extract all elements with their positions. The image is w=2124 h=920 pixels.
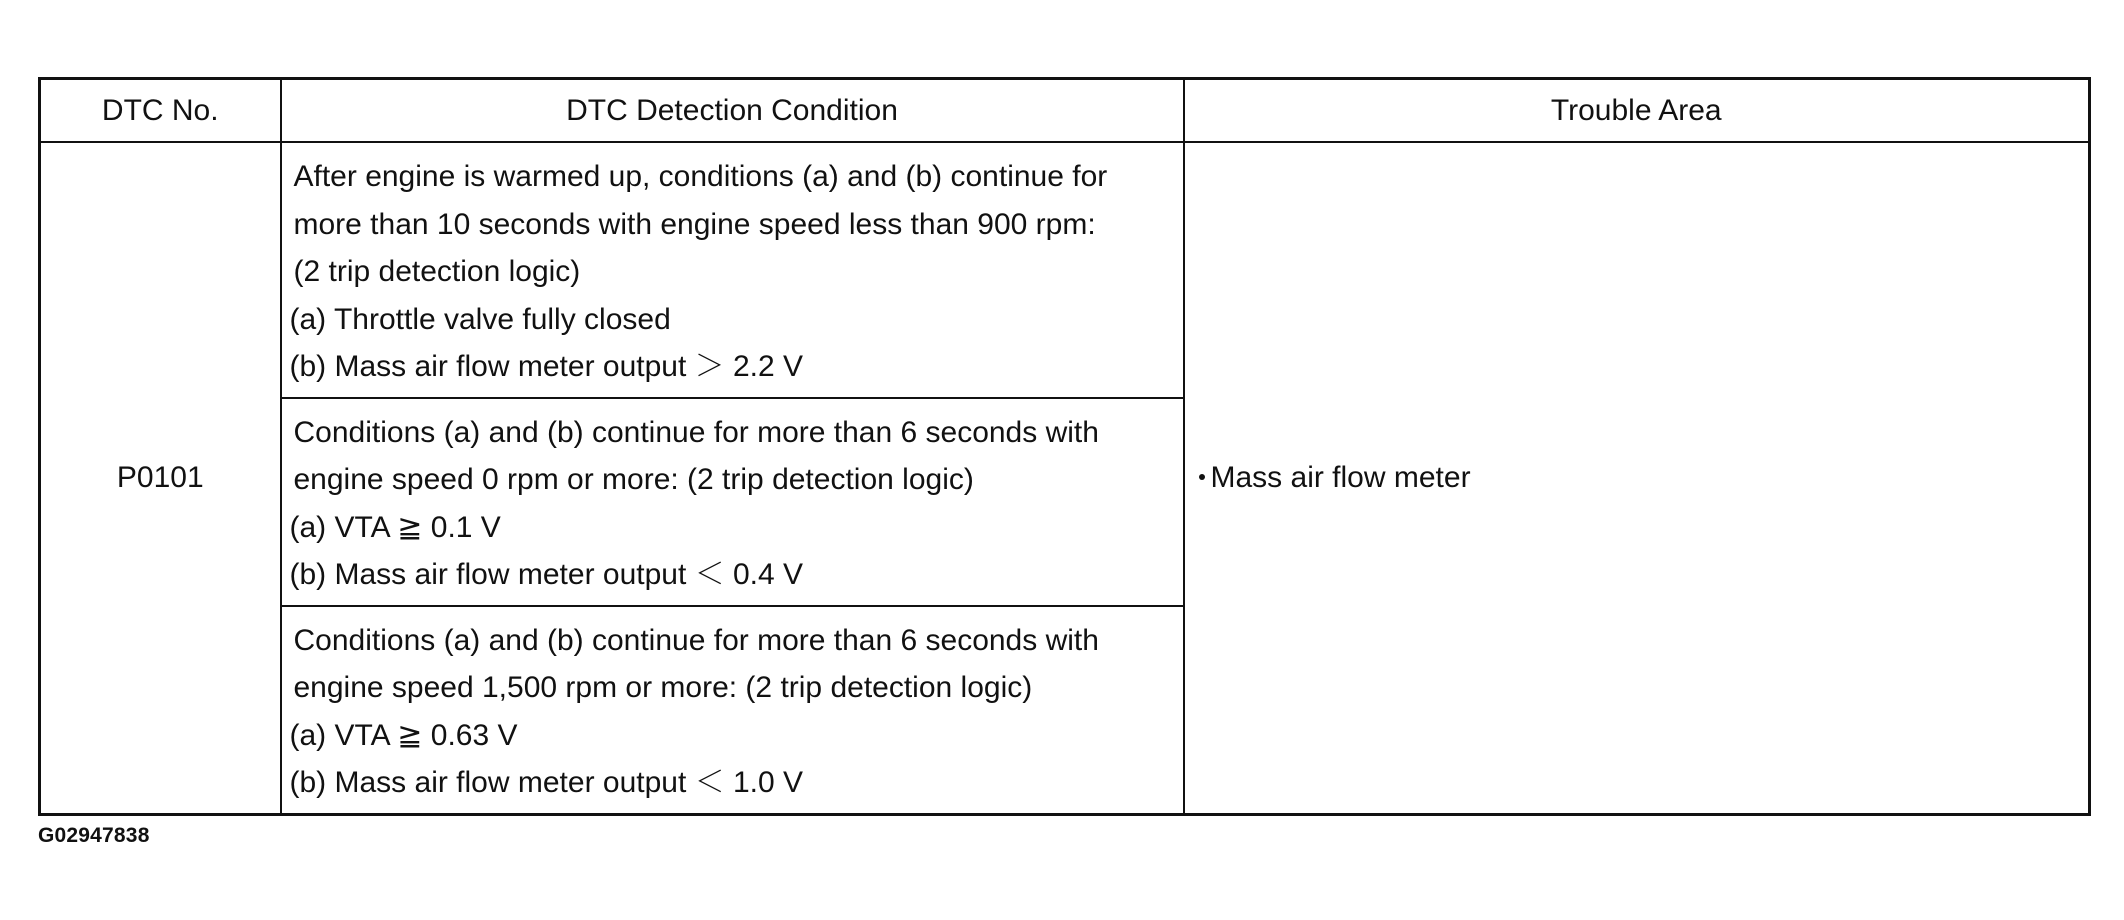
condition-line: (2 trip detection logic) [293,255,581,288]
trouble-area-cell [1184,142,2090,814]
condition-line: Conditions (a) and (b) continue for more than 6 seconds with [293,623,1099,657]
dtc-table [38,77,2091,816]
condition-line: engine speed 1,500 rpm or more: (2 trip detection logic) [293,671,1033,704]
condition-cell-2 [281,398,1184,606]
bullet-icon [1199,474,1205,480]
condition-cell-1 [281,142,1184,398]
condition-line: (a) VTA ≧ 0.1 V [289,510,501,544]
header-trouble-area: Trouble Area [1184,79,2090,143]
trouble-area-item: Mass air flow meter [1210,460,1471,494]
header-row [40,79,2090,143]
condition-cell-3 [281,606,1184,815]
condition-line: (b) Mass air flow meter output ＞ 2.2 V [289,350,804,383]
condition-line: engine speed 0 rpm or more: (2 trip detection logic) [293,463,974,496]
figure-id: G02947838 [38,824,150,847]
dtc-code: P0101 [40,142,281,814]
condition-line: (b) Mass air flow meter output ＜ 0.4 V [289,558,804,591]
condition-line: (a) VTA ≧ 0.63 V [289,718,518,752]
condition-row-1 [40,142,2090,398]
condition-line: more than 10 seconds with engine speed less than 900 rpm: [293,207,1096,241]
header-dtc-no: DTC No. [40,79,281,143]
condition-line: Conditions (a) and (b) continue for more than 6 seconds with [293,415,1099,449]
header-detection-condition: DTC Detection Condition [281,79,1184,143]
condition-line: (a) Throttle valve fully closed [289,302,671,336]
condition-line: After engine is warmed up, conditions (a) and (b) continue for [293,160,1108,193]
condition-line: (b) Mass air flow meter output ＜ 1.0 V [289,766,804,799]
